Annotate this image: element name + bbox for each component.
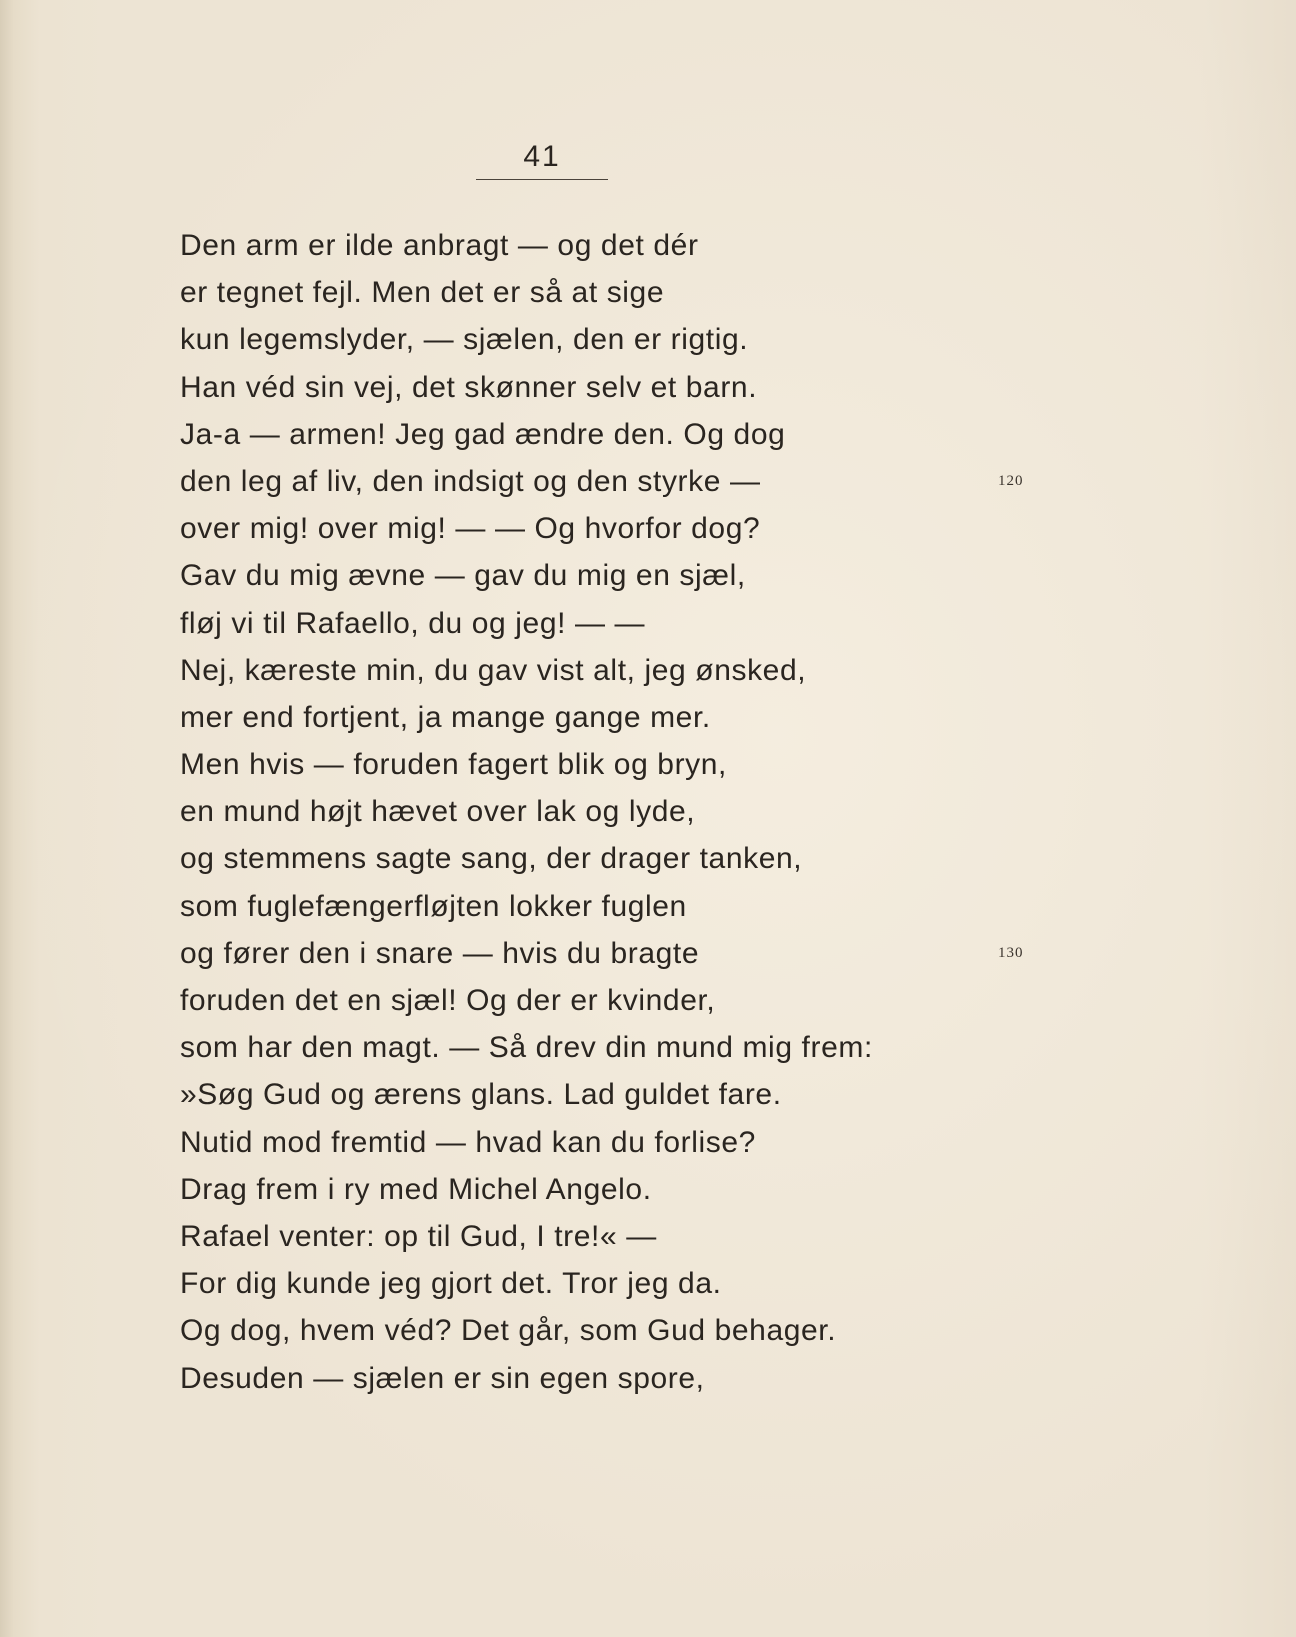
poem-line [180, 930, 1160, 977]
poem-line [180, 1260, 1160, 1307]
poem-line-text: og stemmens sagte sang, der drager tanken, [180, 842, 803, 876]
poem-line-text: kun legemslyder, — sjælen, den er rigtig. [180, 323, 749, 357]
poem-line [180, 1355, 1160, 1402]
poem-line [180, 1213, 1160, 1260]
poem-line [180, 835, 1160, 882]
page-number: 41 [476, 142, 608, 180]
poem-line-text: en mund højt hævet over lak og lyde, [180, 795, 696, 829]
poem-line [180, 411, 1160, 458]
poem-line-text: Drag frem i ry med Michel Angelo. [180, 1172, 652, 1206]
poem-line-text: Han véd sin vej, det skønner selv et barn. [180, 370, 758, 404]
poem-line-text: »Søg Gud og ærens glans. Lad guldet fare. [180, 1078, 782, 1112]
poem-line [180, 977, 1160, 1024]
poem-line [180, 1166, 1160, 1213]
poem-line-text: Rafael venter: op til Gud, I tre!« — [180, 1219, 657, 1253]
poem-line-text: For dig kunde jeg gjort det. Tror jeg da. [180, 1267, 722, 1301]
poem-line [180, 600, 1160, 647]
poem-line-text: er tegnet fejl. Men det er så at sige [180, 276, 665, 310]
poem-line-text: som har den magt. — Så drev din mund mig frem: [180, 1031, 873, 1065]
poem-line [180, 458, 1160, 505]
poem-line [180, 788, 1160, 835]
poem-line-text: Nej, kæreste min, du gav vist alt, jeg ønsked, [180, 653, 807, 687]
poem-line [180, 222, 1160, 269]
poem-line-text: den leg af liv, den indsigt og den styrke — [180, 464, 761, 498]
poem-line [180, 505, 1160, 552]
poem-line [180, 694, 1160, 741]
poem-line-text: Og dog, hvem véd? Det går, som Gud behager. [180, 1314, 837, 1348]
poem-line-text: Ja-a — armen! Jeg gad ændre den. Og dog [180, 417, 786, 451]
poem-text [180, 222, 1160, 1402]
poem-line-text: Nutid mod fremtid — hvad kan du forlise? [180, 1125, 756, 1159]
poem-line-text: Desuden — sjælen er sin egen spore, [180, 1361, 705, 1395]
poem-line [180, 741, 1160, 788]
poem-line-text: foruden det en sjæl! Og der er kvinder, [180, 984, 716, 1017]
poem-line-text: over mig! over mig! — — Og hvorfor dog? [180, 512, 761, 546]
poem-line [180, 883, 1160, 930]
poem-line [180, 647, 1160, 694]
poem-line [180, 1119, 1160, 1166]
poem-line-text: fløj vi til Rafaello, du og jeg! — — [180, 606, 646, 640]
poem-line [180, 269, 1160, 316]
poem-line [180, 1024, 1160, 1071]
poem-line-text: Den arm er ilde anbragt — og det dér [180, 229, 699, 262]
poem-line-text: mer end fortjent, ja mange gange mer. [180, 700, 711, 734]
poem-line [180, 552, 1160, 599]
line-number: 130 [998, 944, 1024, 961]
poem-line [180, 1307, 1160, 1354]
poem-line-text: Men hvis — foruden fagert blik og bryn, [180, 748, 727, 782]
line-number: 120 [998, 472, 1024, 489]
poem-line [180, 316, 1160, 363]
poem-line-text: som fuglefængerfløjten lokker fuglen [180, 889, 687, 923]
poem-line [180, 364, 1160, 411]
poem-line-text: Gav du mig ævne — gav du mig en sjæl, [180, 559, 746, 593]
poem-line-text: og fører den i snare — hvis du bragte [180, 936, 700, 970]
poem-line [180, 1071, 1160, 1118]
